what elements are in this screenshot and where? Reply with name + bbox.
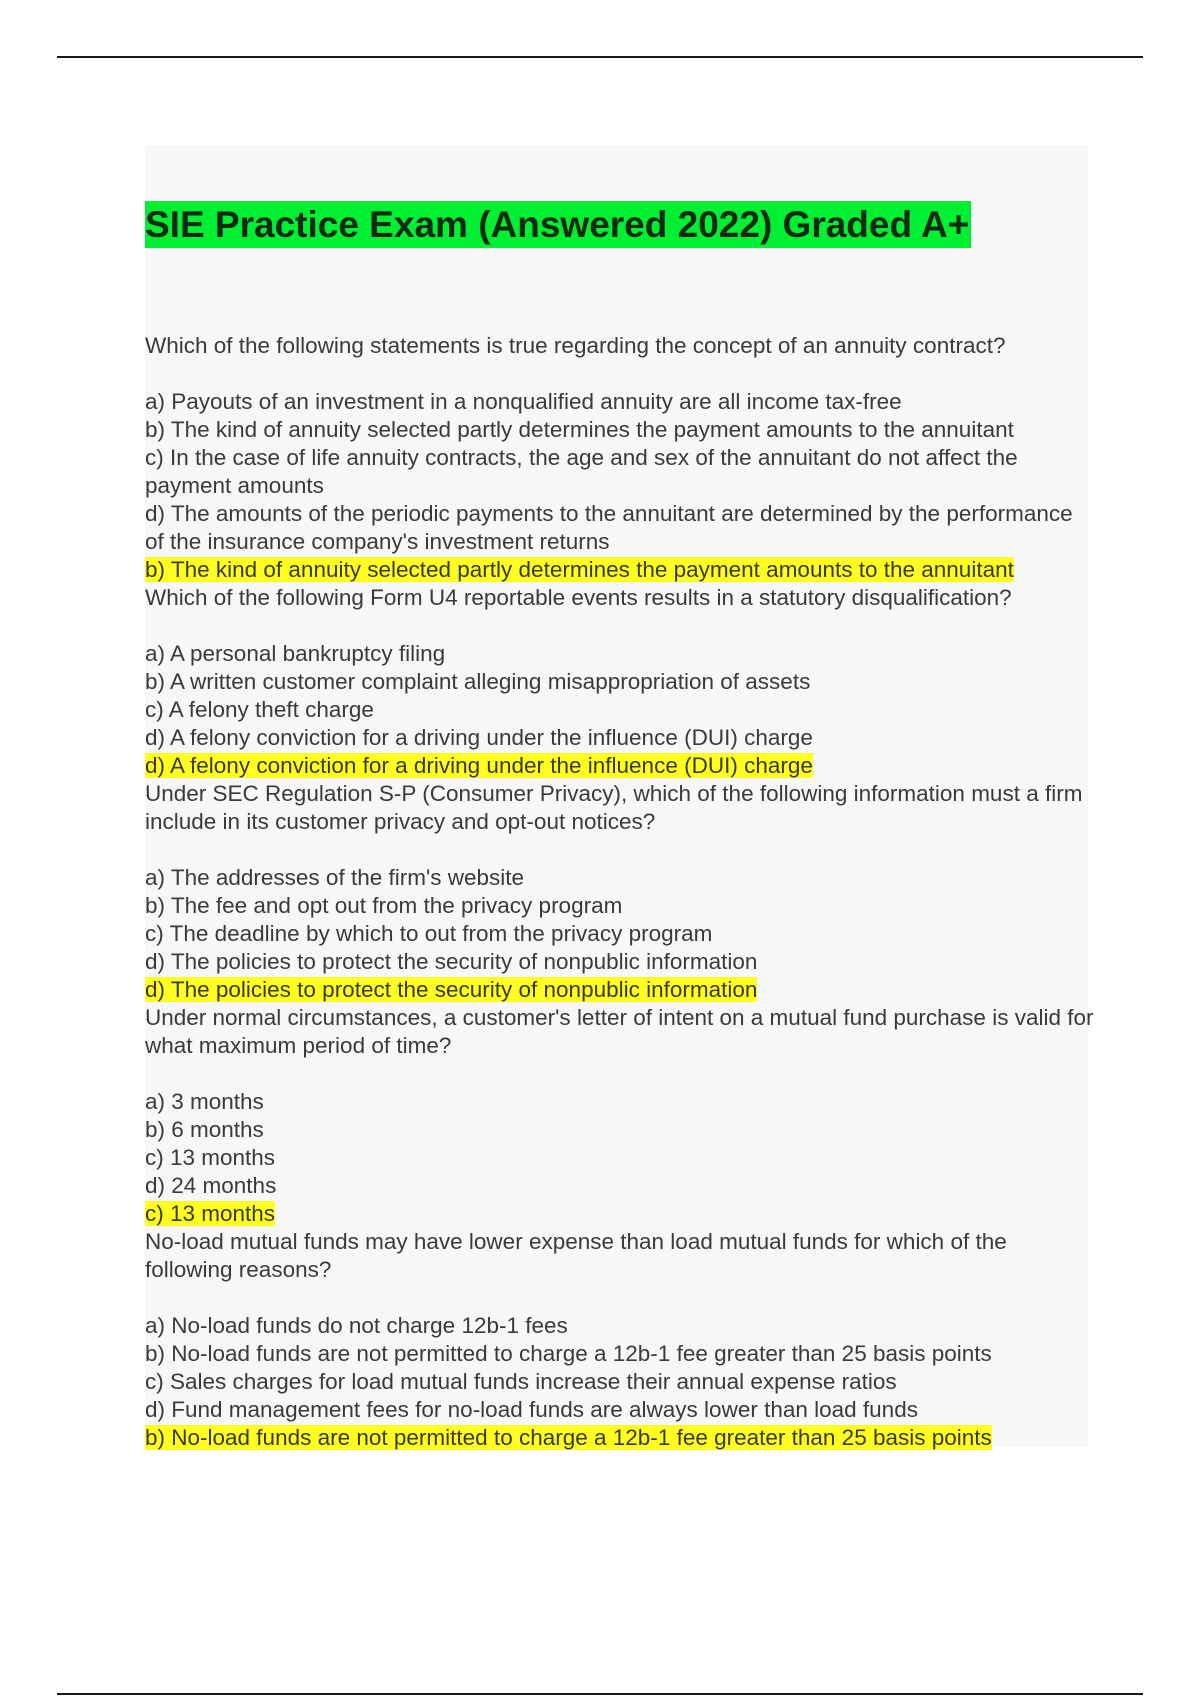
question-text: No-load mutual funds may have lower expense than load mutual funds for which of the following reasons? xyxy=(145,1229,1007,1282)
top-rule xyxy=(57,56,1143,58)
question-text: Under normal circumstances, a customer's letter of intent on a mutual fund purchase is valid for what maximum period of time? xyxy=(145,1005,1094,1058)
option-d: d) The policies to protect the security of nonpublic information xyxy=(145,949,758,974)
question-block-1 xyxy=(145,332,1095,584)
title-wrap xyxy=(145,201,971,248)
question-block-3 xyxy=(145,780,1095,1004)
option-c: c) In the case of life annuity contracts, the age and sex of the annuitant do not affect the payment amounts xyxy=(145,445,1018,498)
highlighted-answer: b) No-load funds are not permitted to charge a 12b-1 fee greater than 25 basis points xyxy=(145,1425,992,1450)
option-b: b) The kind of annuity selected partly determines the payment amounts to the annuitant xyxy=(145,417,1014,442)
option-c: c) 13 months xyxy=(145,1145,276,1170)
question-text: Which of the following statements is true regarding the concept of an annuity contract? xyxy=(145,333,1006,358)
option-a: a) A personal bankruptcy filing xyxy=(145,641,446,666)
option-d: d) 24 months xyxy=(145,1173,277,1198)
option-c: c) The deadline by which to out from the privacy program xyxy=(145,921,713,946)
option-c: c) Sales charges for load mutual funds increase their annual expense ratios xyxy=(145,1369,897,1394)
option-a: a) The addresses of the firm's website xyxy=(145,865,525,890)
option-a: a) Payouts of an investment in a nonqualified annuity are all income tax-free xyxy=(145,389,902,414)
option-c: c) A felony theft charge xyxy=(145,697,374,722)
option-d: d) Fund management fees for no-load funds are always lower than load funds xyxy=(145,1397,918,1422)
highlighted-answer: d) A felony conviction for a driving under the influence (DUI) charge xyxy=(145,753,813,778)
option-a: a) 3 months xyxy=(145,1089,264,1114)
bottom-rule xyxy=(57,1693,1143,1695)
option-a: a) No-load funds do not charge 12b-1 fees xyxy=(145,1313,568,1338)
question-text: Which of the following Form U4 reportable events results in a statutory disqualification? xyxy=(145,585,1012,610)
question-text: Under SEC Regulation S-P (Consumer Privacy), which of the following information must a firm include in its customer privacy and opt-out notices? xyxy=(145,781,1083,834)
option-b: b) A written customer complaint alleging misappropriation of assets xyxy=(145,669,811,694)
highlighted-answer: d) The policies to protect the security of nonpublic information xyxy=(145,977,758,1002)
option-d: d) A felony conviction for a driving under the influence (DUI) charge xyxy=(145,725,813,750)
highlighted-answer: b) The kind of annuity selected partly determines the payment amounts to the annuitant xyxy=(145,557,1014,582)
question-block-5 xyxy=(145,1228,1095,1452)
highlighted-answer: c) 13 months xyxy=(145,1201,276,1226)
option-d: d) The amounts of the periodic payments to the annuitant are determined by the performance of the insurance company's investment returns xyxy=(145,501,1073,554)
questions-list xyxy=(145,332,1095,1452)
option-b: b) No-load funds are not permitted to charge a 12b-1 fee greater than 25 basis points xyxy=(145,1341,992,1366)
option-b: b) 6 months xyxy=(145,1117,264,1142)
question-block-2 xyxy=(145,584,1095,780)
question-block-4 xyxy=(145,1004,1095,1228)
option-b: b) The fee and opt out from the privacy program xyxy=(145,893,623,918)
document-title: SIE Practice Exam (Answered 2022) Graded A+ xyxy=(145,201,971,248)
